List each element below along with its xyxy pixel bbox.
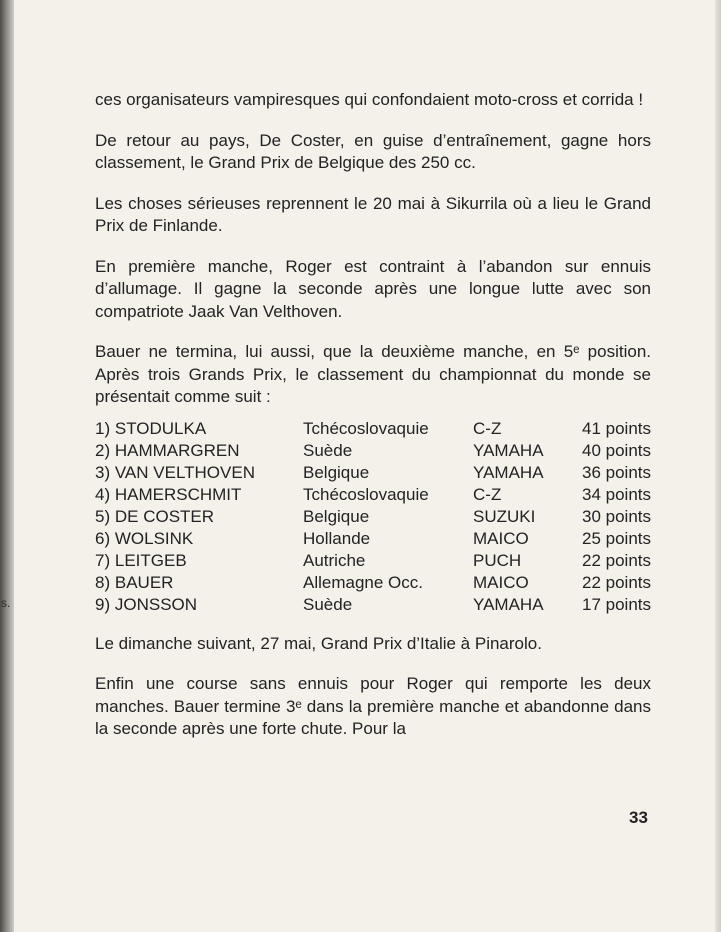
rider-points: 30 points [582, 506, 651, 526]
standings-row [95, 550, 651, 572]
page-number: 33 [629, 808, 648, 827]
standings-row [95, 528, 651, 550]
rider-make: SUZUKI [473, 506, 536, 526]
rider-make: C-Z [473, 484, 502, 504]
rider-make: YAMAHA [473, 440, 544, 460]
rider-points: 22 points [582, 572, 651, 592]
rider-name: 9) JONSSON [95, 594, 198, 614]
rider-points: 34 points [582, 484, 651, 504]
rider-name: 6) WOLSINK [95, 528, 194, 548]
rider-country: Suède [303, 594, 353, 614]
rider-name: 7) LEITGEB [95, 550, 187, 570]
rider-country: Suède [303, 440, 353, 460]
standings-row [95, 418, 651, 440]
margin-fragment: s. [1, 596, 11, 610]
rider-points: 41 points [582, 418, 651, 438]
rider-name: 2) HAMMARGREN [95, 440, 240, 460]
book-binding-edge [0, 0, 14, 932]
rider-country: Tchécoslovaquie [303, 484, 429, 504]
rider-name: 3) VAN VELTHOVEN [95, 462, 255, 482]
page-content [95, 89, 651, 759]
rider-make: MAICO [473, 572, 529, 592]
standings-row [95, 594, 651, 616]
rider-country: Allemagne Occ. [303, 572, 423, 592]
paragraph-5: Bauer ne termina, lui aussi, que la deuxième manche, en 5ᵉ position. Après trois Grands Prix, le classement du championnat du monde se présentait comme suit : [95, 342, 651, 406]
standings-row [95, 484, 651, 506]
rider-make: YAMAHA [473, 462, 544, 482]
rider-country: Autriche [303, 550, 366, 570]
page-edge [715, 0, 721, 932]
rider-make: C-Z [473, 418, 502, 438]
paragraph-1: ces organisateurs vampiresques qui confondaient moto-cross et corrida ! [95, 90, 644, 109]
paragraph-3: Les choses sérieuses reprennent le 20 mai à Sikurrila où a lieu le Grand Prix de Finlande. [95, 193, 651, 235]
paragraph-7: Enfin une course sans ennuis pour Roger qui remporte les deux manches. Bauer termine 3ᵉ dans la première manche et abandonne dans la seconde après une forte chute. Pour la [95, 674, 651, 738]
rider-name: 5) DE COSTER [95, 506, 215, 526]
rider-country: Hollande [303, 528, 371, 548]
standings-row [95, 440, 651, 462]
standings-row [95, 572, 651, 594]
rider-make: PUCH [473, 550, 522, 570]
rider-country: Tchécoslovaquie [303, 418, 429, 438]
rider-country: Belgique [303, 462, 370, 482]
standings-row [95, 462, 651, 484]
rider-country: Belgique [303, 506, 370, 526]
paragraph-6: Le dimanche suivant, 27 mai, Grand Prix d’Italie à Pinarolo. [95, 633, 542, 653]
rider-points: 36 points [582, 462, 651, 482]
standings-row [95, 506, 651, 528]
paragraph-2: De retour au pays, De Coster, en guise d’entraînement, gagne hors classement, le Grand Prix de Belgique des 250 cc. [95, 130, 651, 172]
rider-make: MAICO [473, 528, 529, 548]
rider-name: 4) HAMERSCHMIT [95, 484, 242, 504]
rider-make: YAMAHA [473, 594, 544, 614]
rider-points: 25 points [582, 528, 651, 548]
rider-name: 8) BAUER [95, 572, 174, 592]
paragraph-4: En première manche, Roger est contraint à l’abandon sur ennuis d’allumage. Il gagne la seconde après une longue lutte avec son compatriote Jaak Van Velthoven. [95, 256, 651, 321]
rider-points: 17 points [582, 594, 651, 614]
rider-name: 1) STODULKA [95, 418, 207, 438]
rider-points: 40 points [582, 440, 651, 460]
rider-points: 22 points [582, 550, 651, 570]
standings-table [95, 418, 651, 616]
